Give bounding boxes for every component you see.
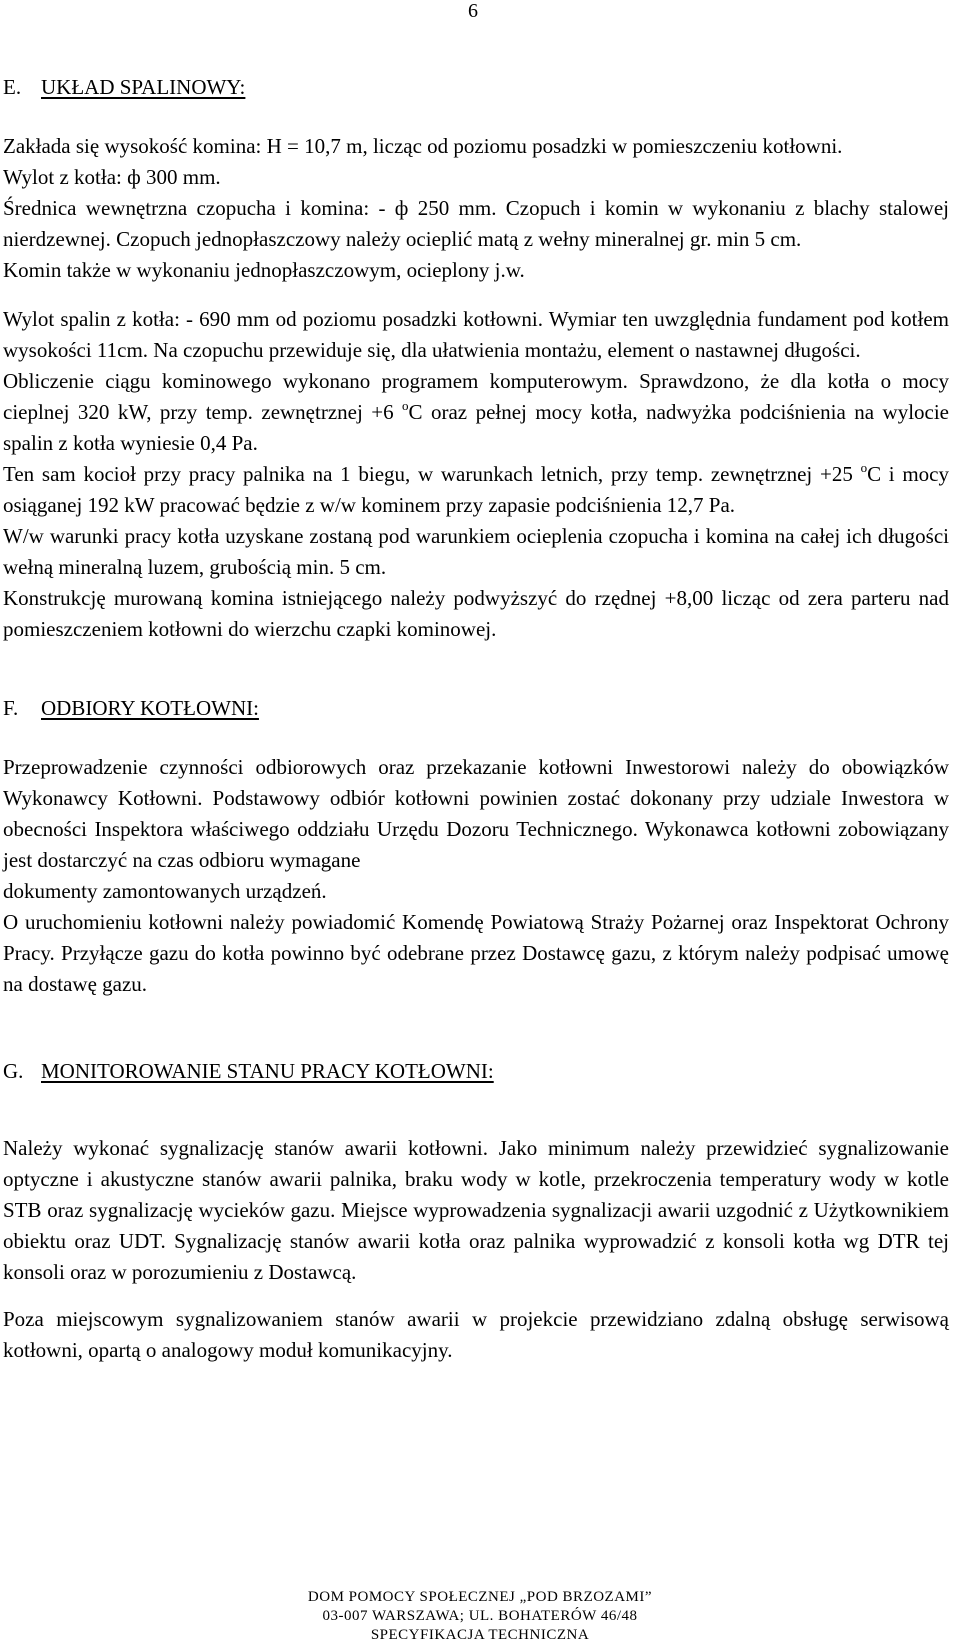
summer-text-b: C i mocy osiąganej 192 kW pracować będzie z w/w kominem przy zapasie podciśnienia 12,7 Pa. (3, 462, 950, 517)
section-g-heading (3, 1056, 949, 1087)
section-g-letter: G. (3, 1059, 24, 1083)
acceptance-paragraph: Przeprowadzenie czynności odbiorowych oraz przekazanie kotłowni Inwestorowi należy do obowiązków Wykonawcy Kotłowni. Podstawowy odbiór kotłowni powinien zostać dokonany przy udziale Inwestora w obecności Inspektora właściwego oddziału Urzędu Dozoru Technicznego. Wykonawca kotłowni zobowiązany jest dostarczyć na czas odbioru wymagane (3, 755, 949, 872)
draft-calc-text-a: Obliczenie ciągu kominowego wykonano programem komputerowym. Sprawdzono, że dla kotła o mocy cieplnej 320 kW, przy temp. zewnętrznej +6 (3, 369, 949, 424)
section-e-intro (3, 131, 949, 286)
footer-line-2: 03-007 WARSZAWA; UL. BOHATERÓW 46/48 (322, 1608, 638, 1624)
flue-diameter-text: Średnica wewnętrzna czopucha i komina: - ф 250 mm. Czopuch i komin w wykonaniu z blachy stalowej nierdzewnej. Czopuch jednopłaszczowy należy ocieplić matą z wełny mineralnej gr. min 5 cm. (3, 196, 949, 251)
degree-sup: o (402, 398, 409, 413)
chimney-construction-text: Komin także w wykonaniu jednopłaszczowym, ocieplony j.w. (3, 258, 525, 282)
flue-outlet-paragraph: Wylot spalin z kotła: - 690 mm od poziomu posadzki kotłowni. Wymiar ten uwzględnia fundament pod kotłem wysokości 11cm. Na czopuchu przewiduje się, dla ułatwienia montażu, element o nastawnej długości. (3, 307, 949, 362)
summer-text-a: Ten sam kocioł przy pracy palnika na 1 biegu, w warunkach letnich, przy temp. zewnętrznej +25 (3, 462, 861, 486)
draft-calculation-paragraph (3, 366, 949, 459)
section-e-heading (3, 72, 949, 103)
section-e-letter: E. (3, 75, 22, 99)
section-f-heading (3, 693, 949, 724)
alarm-signaling-paragraph: Należy wykonać sygnalizację stanów awarii kotłowni. Jako minimum należy przewidzieć sygnalizowanie optyczne i akustyczne stanów awarii palnika, braku wody w kotle, przekroczenia temperatury wody w kotle STB oraz sygnalizację wycieków gazu. Miejsce wyprowadzenia sygnalizacji awarii uzgodnić z Użytkownikiem obiektu oraz UDT. Sygnalizację stanów awarii kotła oraz palnika wyprowadzić z konsoli kotła wg DTR tej konsoli oraz w porozumieniu z Dostawcą. (3, 1136, 949, 1284)
insulation-paragraph: W/w warunki pracy kotła uzyskane zostaną pod warunkiem ocieplenia czopucha i komina na całej ich długości wełną mineralną luzem, grubością min. 5 cm. (3, 524, 949, 579)
section-f-title: ODBIORY KOTŁOWNI: (41, 696, 259, 720)
footer-line-3: SPECYFIKACJA TECHNICZNA (370, 1627, 590, 1643)
chimney-height-text: Zakłada się wysokość komina: H = 10,7 m, licząc od poziomu posadzki w pomieszczeniu kotłowni. (3, 134, 843, 158)
section-e-title: UKŁAD SPALINOWY: (41, 75, 246, 99)
document-body (3, 72, 949, 1366)
remote-service-paragraph: Poza miejscowym sygnalizowaniem stanów awarii w projekcie przewidziano zdalną obsługę serwisową kotłowni, opartą o analogowy moduł komunikacyjny. (3, 1307, 949, 1362)
section-g-title: MONITOROWANIE STANU PRACY KOTŁOWNI: (41, 1059, 494, 1083)
page-footer (0, 1588, 960, 1645)
footer-line-1: DOM POMOCY SPOŁECZNEJ „POD BRZOZAMI” (307, 1589, 653, 1605)
section-f-letter: F. (3, 696, 19, 720)
draft-calc-text-b: C oraz pełnej mocy kotła, nadwyżka podciśnienia na wylocie spalin z kotła wyniesie 0,4 Pa. (3, 400, 949, 455)
chimney-extension-paragraph: Konstrukcję murowaną komina istniejącego należy podwyższyć do rzędnej +8,00 licząc od zera parteru nad pomieszczeniem kotłowni do wierzchu czapki kominowej. (3, 586, 949, 641)
page-number: 6 (468, 0, 478, 22)
boiler-outlet-text: Wylot z kotła: ф 300 mm. (3, 165, 221, 189)
summer-operation-paragraph (3, 459, 949, 521)
degree-sup: o (860, 460, 868, 475)
acceptance-paragraph-end: dokumenty zamontowanych urządzeń. (3, 879, 327, 903)
notification-paragraph: O uruchomieniu kotłowni należy powiadomić Komendę Powiatową Straży Pożarnej oraz Inspektorat Ochrony Pracy. Przyłącze gazu do kotła powinno być odebrane przez Dostawcę gazu, z którym należy podpisać umowę na dostawę gazu. (3, 910, 949, 996)
